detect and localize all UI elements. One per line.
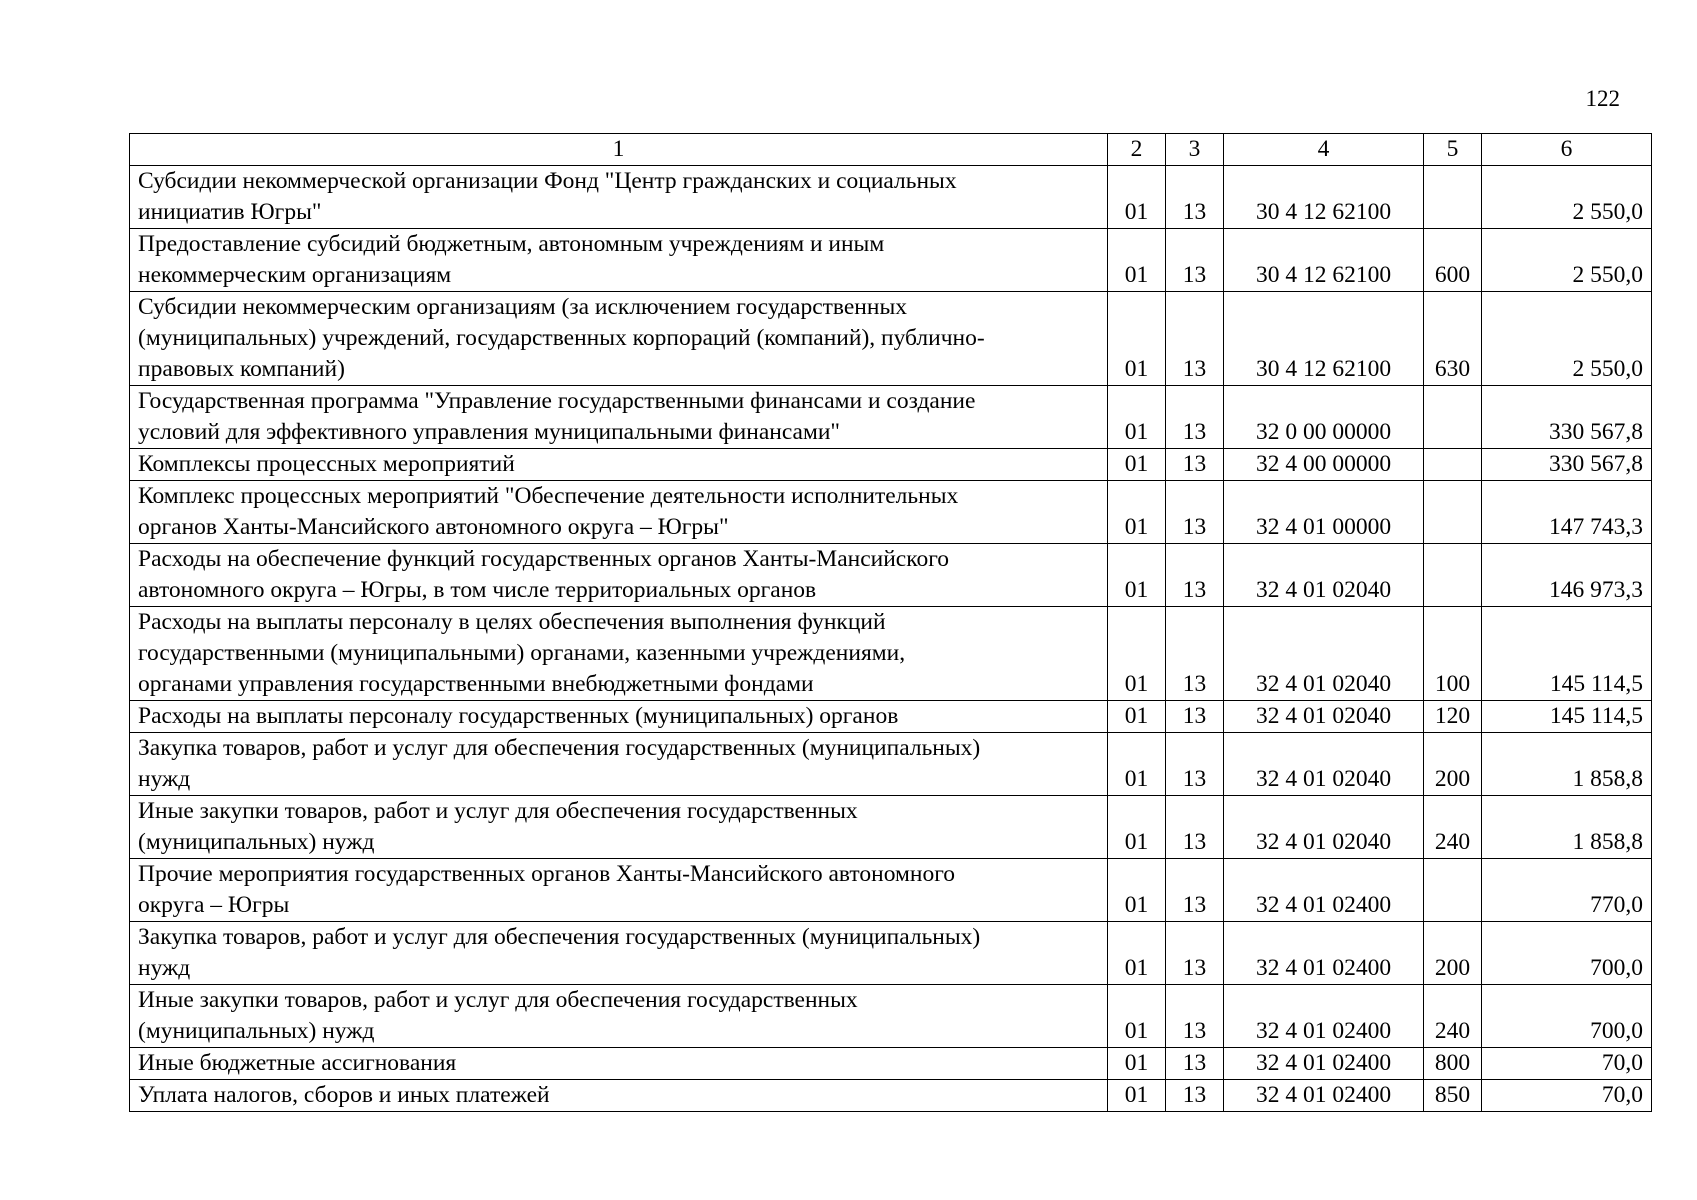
table-row xyxy=(130,481,1652,544)
column-header-1: 1 xyxy=(130,134,1108,166)
target-article-cell: 32 4 01 02400 xyxy=(1224,985,1424,1048)
expense-name-cell: Расходы на выплаты персоналу государственных (муниципальных) органов xyxy=(130,701,1108,733)
table-row xyxy=(130,1080,1652,1112)
section-cell: 01 xyxy=(1108,386,1166,449)
column-header-6: 6 xyxy=(1482,134,1652,166)
amount-cell: 330 567,8 xyxy=(1482,386,1652,449)
expense-name-cell: Комплексы процессных мероприятий xyxy=(130,449,1108,481)
section-cell: 01 xyxy=(1108,922,1166,985)
table-row xyxy=(130,229,1652,292)
expense-type-cell: 240 xyxy=(1424,796,1482,859)
subsection-cell: 13 xyxy=(1166,229,1224,292)
section-cell: 01 xyxy=(1108,985,1166,1048)
expense-name-cell: Расходы на обеспечение функций государственных органов Ханты-Мансийского автономного округа – Югры, в том числе территориальных органов xyxy=(130,544,1108,607)
section-cell: 01 xyxy=(1108,733,1166,796)
target-article-cell: 32 4 01 02400 xyxy=(1224,922,1424,985)
table-body xyxy=(130,166,1652,1112)
subsection-cell: 13 xyxy=(1166,1048,1224,1080)
expense-type-cell: 100 xyxy=(1424,607,1482,701)
amount-cell: 330 567,8 xyxy=(1482,449,1652,481)
target-article-cell: 32 4 01 02040 xyxy=(1224,733,1424,796)
section-cell: 01 xyxy=(1108,449,1166,481)
subsection-cell: 13 xyxy=(1166,922,1224,985)
target-article-cell: 32 4 01 02400 xyxy=(1224,1048,1424,1080)
subsection-cell: 13 xyxy=(1166,386,1224,449)
expense-type-cell xyxy=(1424,544,1482,607)
target-article-cell: 32 4 00 00000 xyxy=(1224,449,1424,481)
subsection-cell: 13 xyxy=(1166,166,1224,229)
target-article-cell: 32 4 01 00000 xyxy=(1224,481,1424,544)
expense-name-cell: Иные закупки товаров, работ и услуг для обеспечения государственных (муниципальных) нужд xyxy=(130,796,1108,859)
budget-table xyxy=(129,133,1652,1112)
table-row xyxy=(130,733,1652,796)
header-row xyxy=(130,134,1652,166)
amount-cell: 2 550,0 xyxy=(1482,229,1652,292)
expense-name-cell: Предоставление субсидий бюджетным, автономным учреждениям и иным некоммерческим организациям xyxy=(130,229,1108,292)
amount-cell: 145 114,5 xyxy=(1482,607,1652,701)
table-row xyxy=(130,859,1652,922)
expense-name-cell: Субсидии некоммерческой организации Фонд "Центр гражданских и социальных инициатив Югры" xyxy=(130,166,1108,229)
expense-type-cell: 800 xyxy=(1424,1048,1482,1080)
table-row xyxy=(130,922,1652,985)
amount-cell: 770,0 xyxy=(1482,859,1652,922)
table-row xyxy=(130,985,1652,1048)
expense-name-cell: Государственная программа "Управление государственными финансами и создание условий для эффективного управления муниципальными финансами" xyxy=(130,386,1108,449)
subsection-cell: 13 xyxy=(1166,449,1224,481)
section-cell: 01 xyxy=(1108,166,1166,229)
subsection-cell: 13 xyxy=(1166,985,1224,1048)
amount-cell: 70,0 xyxy=(1482,1048,1652,1080)
table-row xyxy=(130,1048,1652,1080)
column-header-2: 2 xyxy=(1108,134,1166,166)
expense-type-cell xyxy=(1424,166,1482,229)
section-cell: 01 xyxy=(1108,859,1166,922)
expense-type-cell xyxy=(1424,859,1482,922)
section-cell: 01 xyxy=(1108,701,1166,733)
subsection-cell: 13 xyxy=(1166,859,1224,922)
target-article-cell: 30 4 12 62100 xyxy=(1224,292,1424,386)
target-article-cell: 32 4 01 02400 xyxy=(1224,859,1424,922)
expense-type-cell xyxy=(1424,386,1482,449)
table-row xyxy=(130,607,1652,701)
column-header-5: 5 xyxy=(1424,134,1482,166)
target-article-cell: 32 4 01 02400 xyxy=(1224,1080,1424,1112)
target-article-cell: 32 4 01 02040 xyxy=(1224,701,1424,733)
section-cell: 01 xyxy=(1108,796,1166,859)
amount-cell: 145 114,5 xyxy=(1482,701,1652,733)
expense-type-cell xyxy=(1424,481,1482,544)
subsection-cell: 13 xyxy=(1166,733,1224,796)
expense-name-cell: Расходы на выплаты персоналу в целях обеспечения выполнения функций государственными (муниципальными) органами, казенными учреждениями, органами управления государственными внебюджетными фондами xyxy=(130,607,1108,701)
target-article-cell: 32 0 00 00000 xyxy=(1224,386,1424,449)
table-row xyxy=(130,796,1652,859)
expense-type-cell: 600 xyxy=(1424,229,1482,292)
table-row xyxy=(130,449,1652,481)
section-cell: 01 xyxy=(1108,229,1166,292)
expense-name-cell: Закупка товаров, работ и услуг для обеспечения государственных (муниципальных) нужд xyxy=(130,733,1108,796)
target-article-cell: 32 4 01 02040 xyxy=(1224,544,1424,607)
amount-cell: 700,0 xyxy=(1482,922,1652,985)
section-cell: 01 xyxy=(1108,481,1166,544)
section-cell: 01 xyxy=(1108,1080,1166,1112)
expense-type-cell: 850 xyxy=(1424,1080,1482,1112)
expense-name-cell: Уплата налогов, сборов и иных платежей xyxy=(130,1080,1108,1112)
subsection-cell: 13 xyxy=(1166,481,1224,544)
section-cell: 01 xyxy=(1108,292,1166,386)
amount-cell: 2 550,0 xyxy=(1482,292,1652,386)
subsection-cell: 13 xyxy=(1166,701,1224,733)
table-row xyxy=(130,386,1652,449)
amount-cell: 1 858,8 xyxy=(1482,733,1652,796)
column-header-4: 4 xyxy=(1224,134,1424,166)
expense-type-cell xyxy=(1424,449,1482,481)
target-article-cell: 30 4 12 62100 xyxy=(1224,229,1424,292)
amount-cell: 70,0 xyxy=(1482,1080,1652,1112)
amount-cell: 700,0 xyxy=(1482,985,1652,1048)
amount-cell: 146 973,3 xyxy=(1482,544,1652,607)
target-article-cell: 32 4 01 02040 xyxy=(1224,796,1424,859)
page-number: 122 xyxy=(1585,86,1620,111)
section-cell: 01 xyxy=(1108,607,1166,701)
expense-type-cell: 200 xyxy=(1424,922,1482,985)
expense-name-cell: Иные бюджетные ассигнования xyxy=(130,1048,1108,1080)
amount-cell: 1 858,8 xyxy=(1482,796,1652,859)
expense-name-cell: Субсидии некоммерческим организациям (за исключением государственных (муниципальных) учреждений, государственных корпораций (компаний), публично- правовых компаний) xyxy=(130,292,1108,386)
section-cell: 01 xyxy=(1108,1048,1166,1080)
expense-name-cell: Закупка товаров, работ и услуг для обеспечения государственных (муниципальных) нужд xyxy=(130,922,1108,985)
subsection-cell: 13 xyxy=(1166,1080,1224,1112)
subsection-cell: 13 xyxy=(1166,796,1224,859)
column-header-3: 3 xyxy=(1166,134,1224,166)
expense-name-cell: Иные закупки товаров, работ и услуг для обеспечения государственных (муниципальных) нужд xyxy=(130,985,1108,1048)
expense-type-cell: 240 xyxy=(1424,985,1482,1048)
expense-type-cell: 120 xyxy=(1424,701,1482,733)
amount-cell: 2 550,0 xyxy=(1482,166,1652,229)
subsection-cell: 13 xyxy=(1166,607,1224,701)
amount-cell: 147 743,3 xyxy=(1482,481,1652,544)
table-row xyxy=(130,166,1652,229)
expense-name-cell: Прочие мероприятия государственных органов Ханты-Мансийского автономного округа – Югры xyxy=(130,859,1108,922)
expense-type-cell: 200 xyxy=(1424,733,1482,796)
table-row xyxy=(130,701,1652,733)
expense-type-cell: 630 xyxy=(1424,292,1482,386)
subsection-cell: 13 xyxy=(1166,292,1224,386)
section-cell: 01 xyxy=(1108,544,1166,607)
table-row xyxy=(130,292,1652,386)
expense-name-cell: Комплекс процессных мероприятий "Обеспечение деятельности исполнительных органов Ханты-Мансийского автономного округа – Югры" xyxy=(130,481,1108,544)
subsection-cell: 13 xyxy=(1166,544,1224,607)
table-row xyxy=(130,544,1652,607)
target-article-cell: 30 4 12 62100 xyxy=(1224,166,1424,229)
target-article-cell: 32 4 01 02040 xyxy=(1224,607,1424,701)
